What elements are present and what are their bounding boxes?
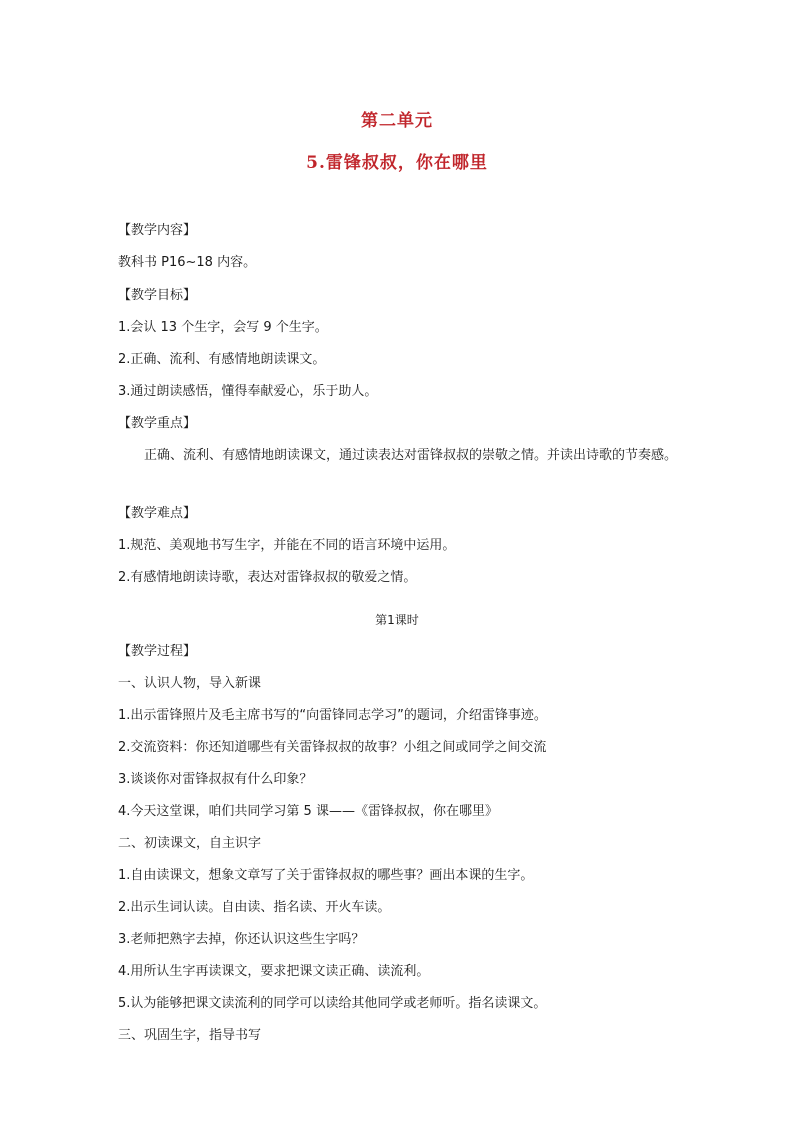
part2-item: 1.自由读课文，想象文章写了关于雷锋叔叔的哪些事？画出本课的生字。 [118,868,534,883]
part2-item: 5.认为能够把课文读流利的同学可以读给其他同学或老师听。指名读课文。 [118,996,547,1011]
part2-title: 二、初读课文，自主识字 [118,836,262,851]
part1-item: 1.出示雷锋照片及毛主席书写的“向雷锋同志学习”的题词，介绍雷锋事迹。 [118,708,547,723]
content-heading: 【教学内容】 [118,223,197,238]
difficulty-item: 2.有感情地朗读诗歌，表达对雷锋叔叔的敬爱之情。 [118,570,417,585]
goals-heading: 【教学目标】 [118,288,197,303]
part3-title: 三、巩固生字，指导书写 [118,1028,262,1043]
lesson-title: 5.雷锋叔叔，你在哪里 [306,153,488,173]
unit-title: 第二单元 [361,111,433,131]
part2-item: 2.出示生词认读。自由读、指名读、开火车读。 [118,900,391,915]
part2-item: 4.用所认生字再读课文，要求把课文读正确、读流利。 [118,964,430,979]
part1-item: 2.交流资料：你还知道哪些有关雷锋叔叔的故事？小组之间或同学之间交流 [118,740,547,755]
part1-item: 3.谈谈你对雷锋叔叔有什么印象？ [118,772,313,787]
content-text: 教科书 P16~18 内容。 [118,255,257,270]
part1-title: 一、认识人物，导入新课 [118,676,262,691]
difficulty-item: 1.规范、美观地书写生字，并能在不同的语言环境中运用。 [118,538,456,553]
focus-text: 正确、流利、有感情地朗读课文，通过读表达对雷锋叔叔的崇敬之情。并读出诗歌的节奏感。 [144,448,678,463]
goal-item: 2.正确、流利、有感情地朗读课文。 [118,352,326,367]
goal-item: 1.会认 13 个生字，会写 9 个生字。 [118,320,328,335]
process-heading: 【教学过程】 [118,644,197,659]
part2-item: 3.老师把熟字去掉，你还认识这些生字吗？ [118,932,365,947]
difficulty-heading: 【教学难点】 [118,506,197,521]
focus-heading: 【教学重点】 [118,416,197,431]
goal-item: 3.通过朗读感悟，懂得奉献爱心，乐于助人。 [118,384,378,399]
part1-item: 4.今天这堂课，咱们共同学习第 5 课——《雷锋叔叔，你在哪里》 [118,804,498,819]
period-label: 第1课时 [375,613,419,627]
